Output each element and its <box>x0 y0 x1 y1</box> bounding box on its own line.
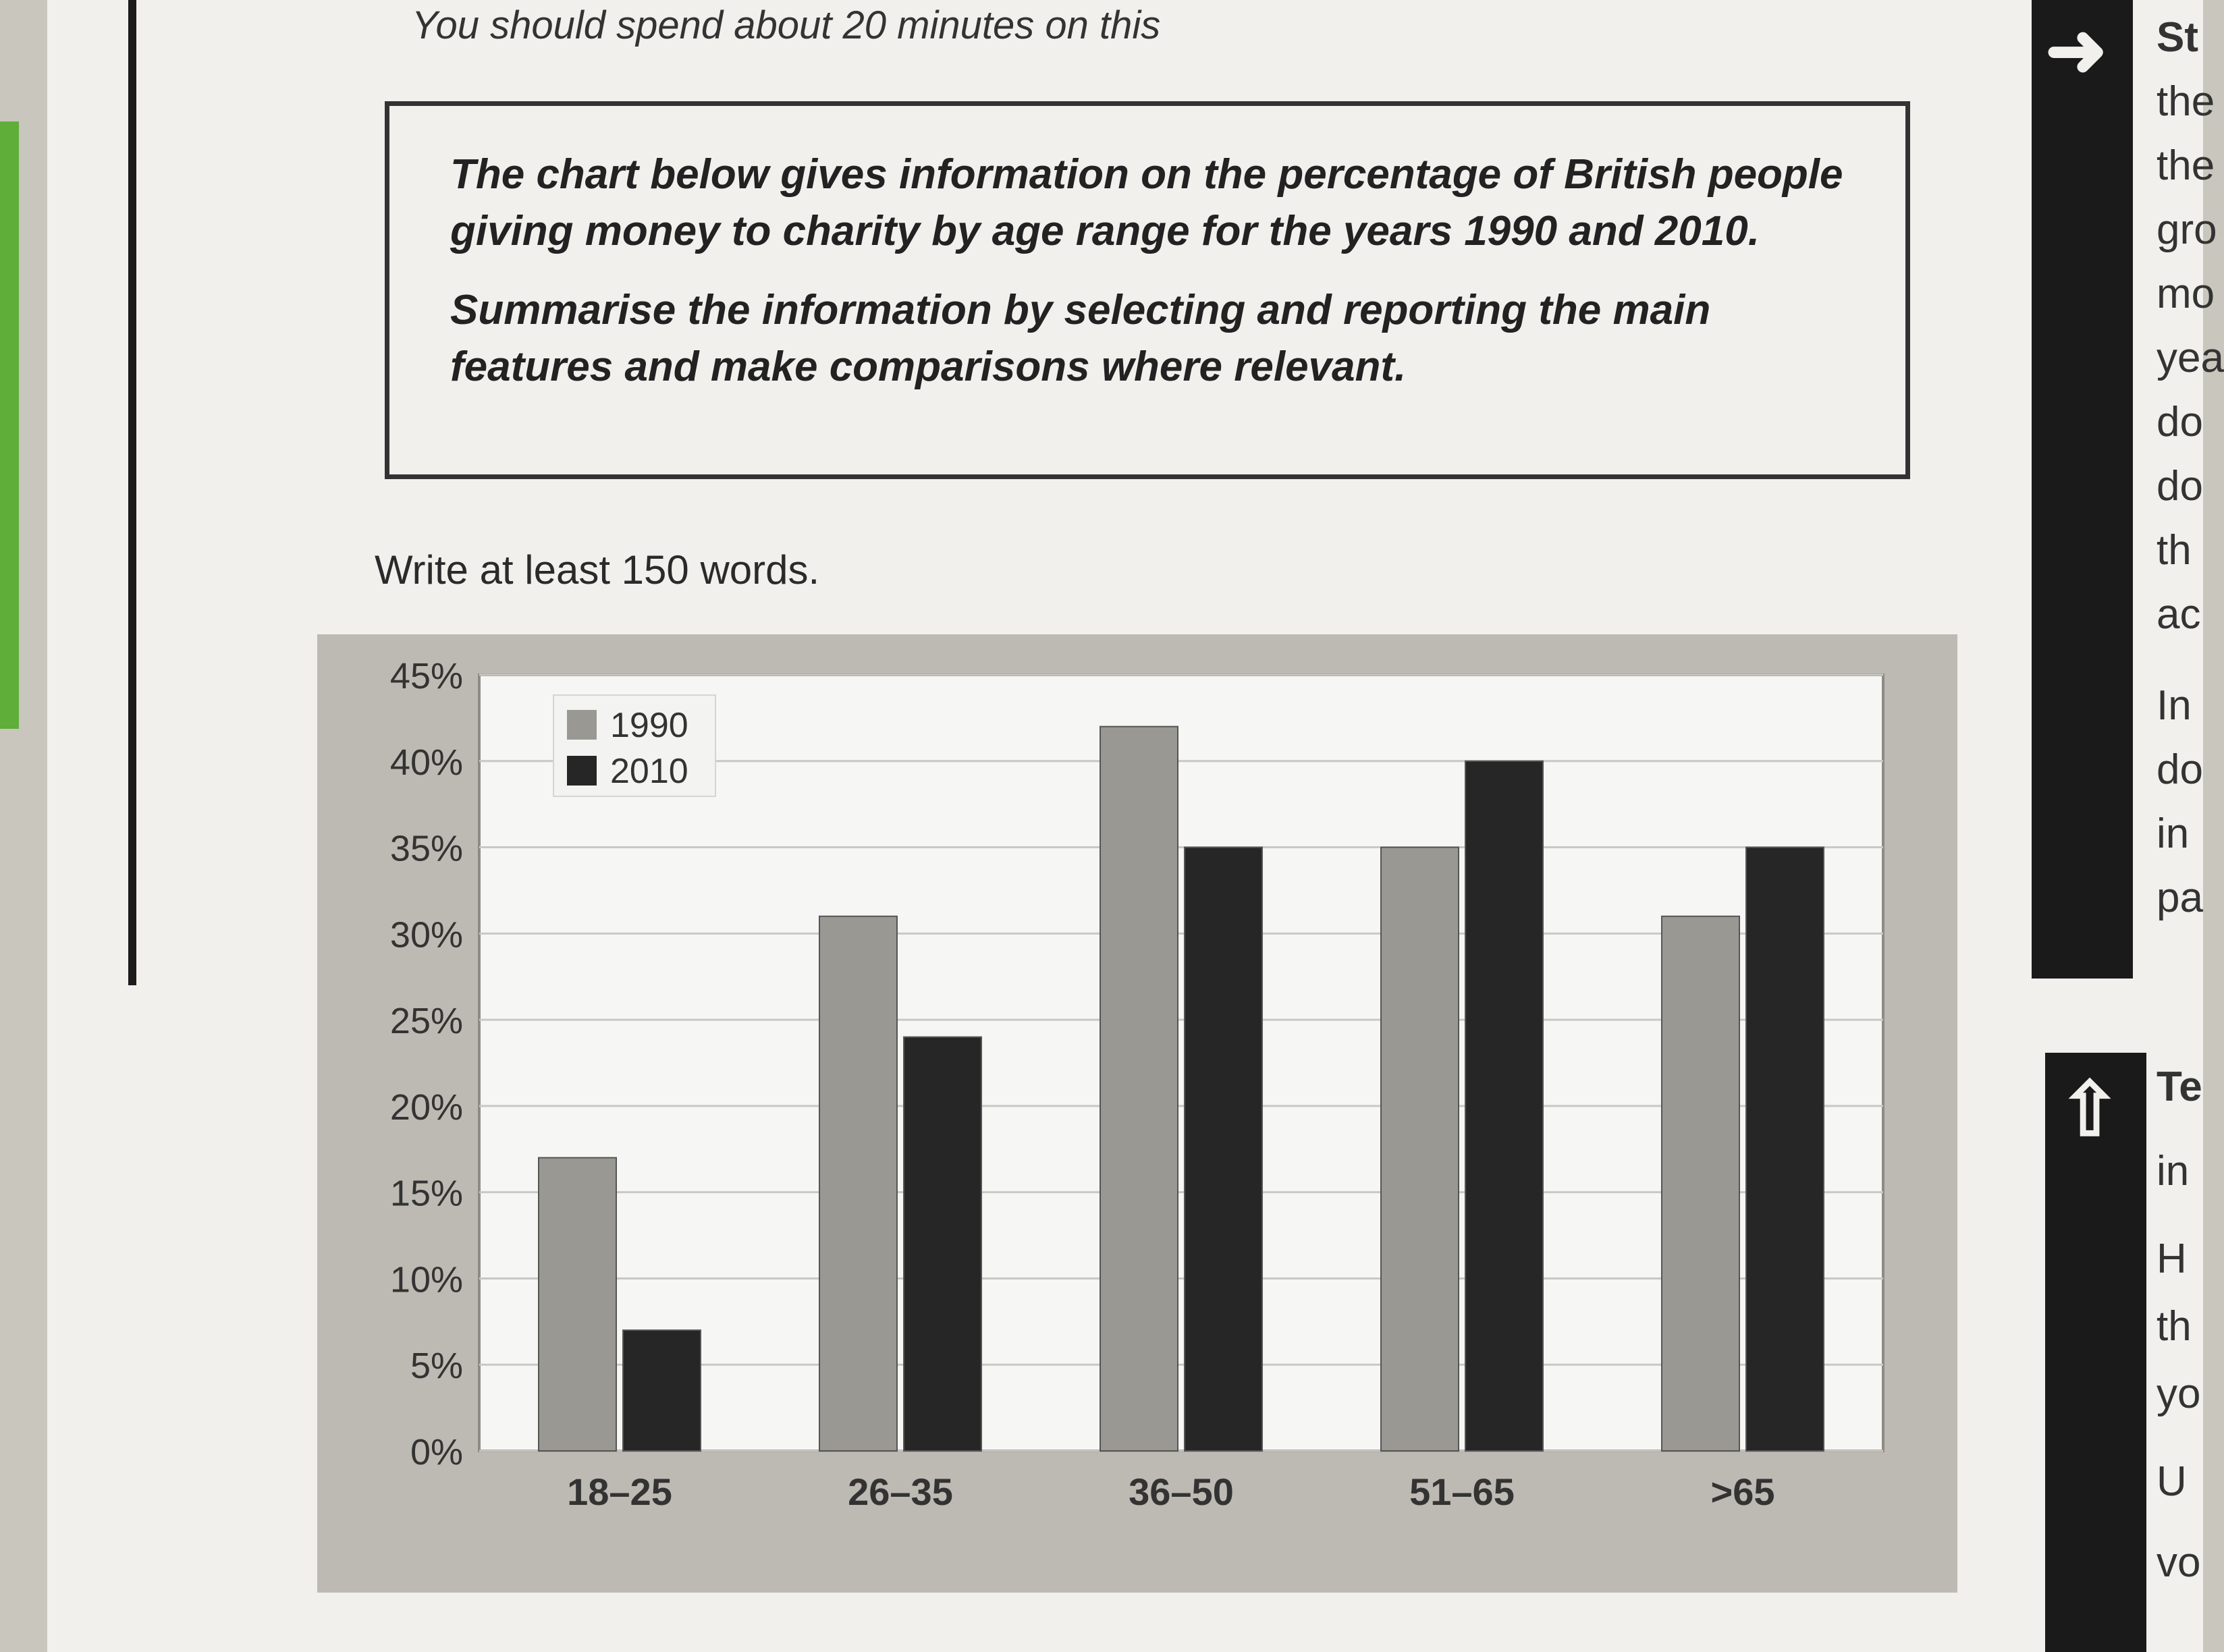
y-tick-label: 30% <box>389 914 463 956</box>
sidebar-text-fragment: gro <box>2157 206 2217 253</box>
chart-svg <box>317 634 1957 1593</box>
bar-1990-0 <box>539 1158 616 1451</box>
page-frame-line <box>128 0 136 985</box>
bar-2010-3 <box>1465 761 1543 1451</box>
y-tick-label: 15% <box>389 1173 463 1214</box>
bar-2010-1 <box>904 1037 981 1451</box>
legend-swatch <box>567 756 597 786</box>
sidebar-text-fragment: do <box>2157 746 2203 793</box>
bar-2010-4 <box>1746 848 1824 1451</box>
sidebar-text-fragment: the <box>2157 142 2215 189</box>
sidebar-text-fragment: ac <box>2157 591 2201 638</box>
task-box <box>385 101 1910 479</box>
sidebar-text-fragment: vo <box>2157 1539 2201 1586</box>
sidebar-text-fragment: the <box>2157 78 2215 125</box>
y-tick-label: 10% <box>389 1259 463 1300</box>
bar-1990-1 <box>819 916 897 1451</box>
sidebar-dark-panel-top <box>2032 0 2133 979</box>
bar-1990-4 <box>1662 916 1739 1451</box>
arrow-right-icon: ➜ <box>2045 9 2108 92</box>
sidebar-text-fragment: St <box>2157 14 2198 61</box>
sidebar-text-fragment: in <box>2157 1148 2190 1194</box>
y-tick-label: 40% <box>389 742 463 783</box>
sidebar-text-fragment: in <box>2157 810 2190 857</box>
bar-2010-0 <box>623 1330 701 1451</box>
y-tick-label: 35% <box>389 828 463 869</box>
y-tick-label: 25% <box>389 1001 463 1042</box>
sidebar-text-fragment: yo <box>2157 1371 2201 1417</box>
y-tick-label: 45% <box>389 656 463 696</box>
bar-1990-2 <box>1100 727 1178 1451</box>
task-paragraph-2: Summarise the information by selecting and reporting the main features and make comparisons where relevant. <box>450 287 1711 391</box>
bar-2010-2 <box>1185 848 1262 1451</box>
y-tick-label: 20% <box>389 1086 463 1128</box>
y-tick-label: 0% <box>410 1432 463 1472</box>
sidebar-text-fragment: yea <box>2157 335 2224 381</box>
sidebar-text-fragment: do <box>2157 463 2203 510</box>
bar-1990-3 <box>1381 848 1459 1451</box>
word-count-instruction: Write at least 150 words. <box>375 547 820 593</box>
sidebar-dark-panel-bottom <box>2045 1053 2146 1652</box>
sidebar-text-fragment: pa <box>2157 875 2203 921</box>
sidebar-text-fragment: th <box>2157 1303 2192 1350</box>
sidebar-text-fragment: th <box>2157 527 2192 574</box>
x-tick-label: 51–65 <box>1409 1470 1515 1513</box>
sidebar-text-fragment: do <box>2157 399 2203 445</box>
legend-swatch <box>567 710 597 740</box>
x-tick-label: 26–35 <box>848 1470 953 1513</box>
task-paragraph-1: The chart below gives information on the percentage of British people giving money to charity by age range for the years 1990 and 2010. <box>450 151 1843 254</box>
x-tick-label: 18–25 <box>567 1470 672 1513</box>
sidebar-text-fragment: In <box>2157 682 2192 729</box>
sidebar-text-fragment: mo <box>2157 271 2215 317</box>
sidebar-text-fragment: Te <box>2157 1064 2202 1110</box>
legend-label: 1990 <box>610 706 688 745</box>
sidebar-text-fragment: U <box>2157 1458 2187 1505</box>
intro-text: You should spend about 20 minutes on this <box>412 3 1161 47</box>
bar-chart <box>317 634 1957 1593</box>
x-tick-label: >65 <box>1710 1470 1775 1513</box>
book-spine-edge <box>0 121 19 729</box>
arrow-up-icon: ⇧ <box>2059 1068 2121 1151</box>
legend-label: 2010 <box>610 752 688 791</box>
y-tick-label: 5% <box>410 1346 463 1387</box>
sidebar-text-fragment: H <box>2157 1236 2187 1282</box>
x-tick-label: 36–50 <box>1129 1470 1234 1513</box>
